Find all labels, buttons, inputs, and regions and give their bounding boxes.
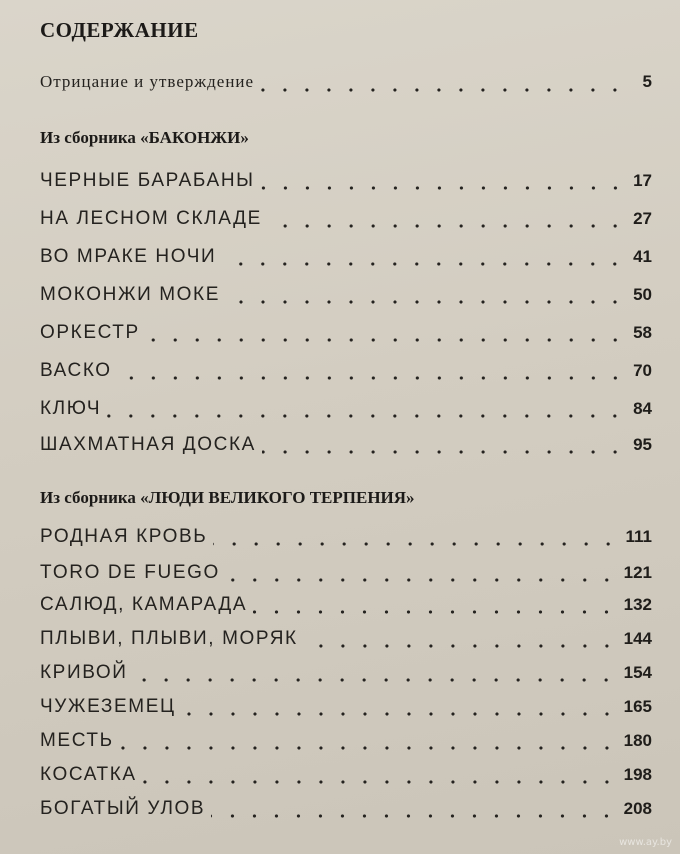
entry-title: ПЛЫВИ, ПЛЫВИ, МОРЯК xyxy=(40,628,298,649)
leader-dots xyxy=(304,644,618,648)
leader-dots xyxy=(261,186,626,190)
leader-dots xyxy=(222,262,626,266)
toc-entry xyxy=(40,208,652,234)
leader-dots xyxy=(146,338,626,342)
entry-title: ОРКЕСТР xyxy=(40,322,140,343)
entry-title: БОГАТЫЙ УЛОВ xyxy=(40,798,206,819)
section-label: Из сборника «БАКОНЖИ» xyxy=(40,128,249,147)
leader-dots xyxy=(182,712,618,716)
entry-page: 41 xyxy=(633,247,652,266)
entry-page: 111 xyxy=(625,527,652,546)
toc-entry xyxy=(40,798,652,824)
toc-entry xyxy=(40,434,652,460)
toc-entry xyxy=(40,662,652,688)
entry-page: 180 xyxy=(623,731,652,750)
entry-title: ВО МРАКЕ НОЧИ xyxy=(40,246,217,267)
toc-entry-intro xyxy=(40,72,652,98)
leader-dots xyxy=(260,88,626,92)
entry-page: 17 xyxy=(633,171,652,190)
entry-title: ШАХМАТНАЯ ДОСКА xyxy=(40,434,256,455)
entry-title: САЛЮД, КАМАРАДА xyxy=(40,594,248,615)
entry-page: 165 xyxy=(623,697,652,716)
entry-title: TORO DE FUEGO xyxy=(40,562,220,583)
entry-page: 95 xyxy=(633,435,652,454)
entry-title: КЛЮЧ xyxy=(40,398,102,419)
leader-dots xyxy=(213,542,619,546)
toc-entry xyxy=(40,730,652,756)
entry-title: ЧУЖЕЗЕМЕЦ xyxy=(40,696,176,717)
toc-entry xyxy=(40,764,652,790)
toc-entry xyxy=(40,170,652,196)
entry-title: МЕСТЬ xyxy=(40,730,114,751)
entry-title: РОДНАЯ КРОВЬ xyxy=(40,526,208,547)
leader-dots xyxy=(226,578,618,582)
entry-page: 50 xyxy=(633,285,652,304)
toc-entry xyxy=(40,526,652,552)
entry-title: Отрицание и утверждение xyxy=(40,72,255,91)
toc-entry xyxy=(40,562,652,588)
leader-dots xyxy=(262,450,626,454)
toc-entry xyxy=(40,594,652,620)
toc-entry xyxy=(40,628,652,654)
section-label: Из сборника «ЛЮДИ ВЕЛИКОГО ТЕРПЕНИЯ» xyxy=(40,488,415,507)
entry-title: КОСАТКА xyxy=(40,764,137,785)
entry-title: КРИВОЙ xyxy=(40,662,128,683)
toc-entry xyxy=(40,696,652,722)
entry-title: ВАСКО xyxy=(40,360,112,381)
toc-entry xyxy=(40,246,652,272)
entry-title: НА ЛЕСНОМ СКЛАДЕ xyxy=(40,208,262,229)
entry-page: 132 xyxy=(623,595,652,614)
toc-entry xyxy=(40,360,652,386)
watermark: www.ay.by xyxy=(619,837,672,848)
leader-dots xyxy=(268,224,626,228)
leader-dots xyxy=(118,376,626,380)
leader-dots xyxy=(253,610,617,614)
leader-dots xyxy=(226,300,626,304)
toc-heading: СОДЕРЖАНИЕ xyxy=(40,18,199,42)
entry-page: 58 xyxy=(633,323,652,342)
entry-page: 198 xyxy=(623,765,652,784)
entry-page: 144 xyxy=(623,629,652,648)
entry-title: ЧЕРНЫЕ БАРАБАНЫ xyxy=(40,170,255,191)
entry-page: 154 xyxy=(623,663,652,682)
entry-page: 70 xyxy=(633,361,652,380)
toc-entry xyxy=(40,322,652,348)
entry-title: МОКОНЖИ МОКЕ xyxy=(40,284,220,305)
leader-dots xyxy=(143,780,618,784)
leader-dots xyxy=(211,814,617,818)
entry-page: 121 xyxy=(623,563,652,582)
leader-dots xyxy=(120,746,618,750)
toc-entry xyxy=(40,398,652,424)
toc-entry xyxy=(40,284,652,310)
entry-page: 27 xyxy=(633,209,652,228)
entry-page: 208 xyxy=(623,799,652,818)
entry-page: 84 xyxy=(633,399,652,418)
leader-dots xyxy=(133,678,617,682)
leader-dots xyxy=(107,414,626,418)
entry-page: 5 xyxy=(642,72,652,91)
